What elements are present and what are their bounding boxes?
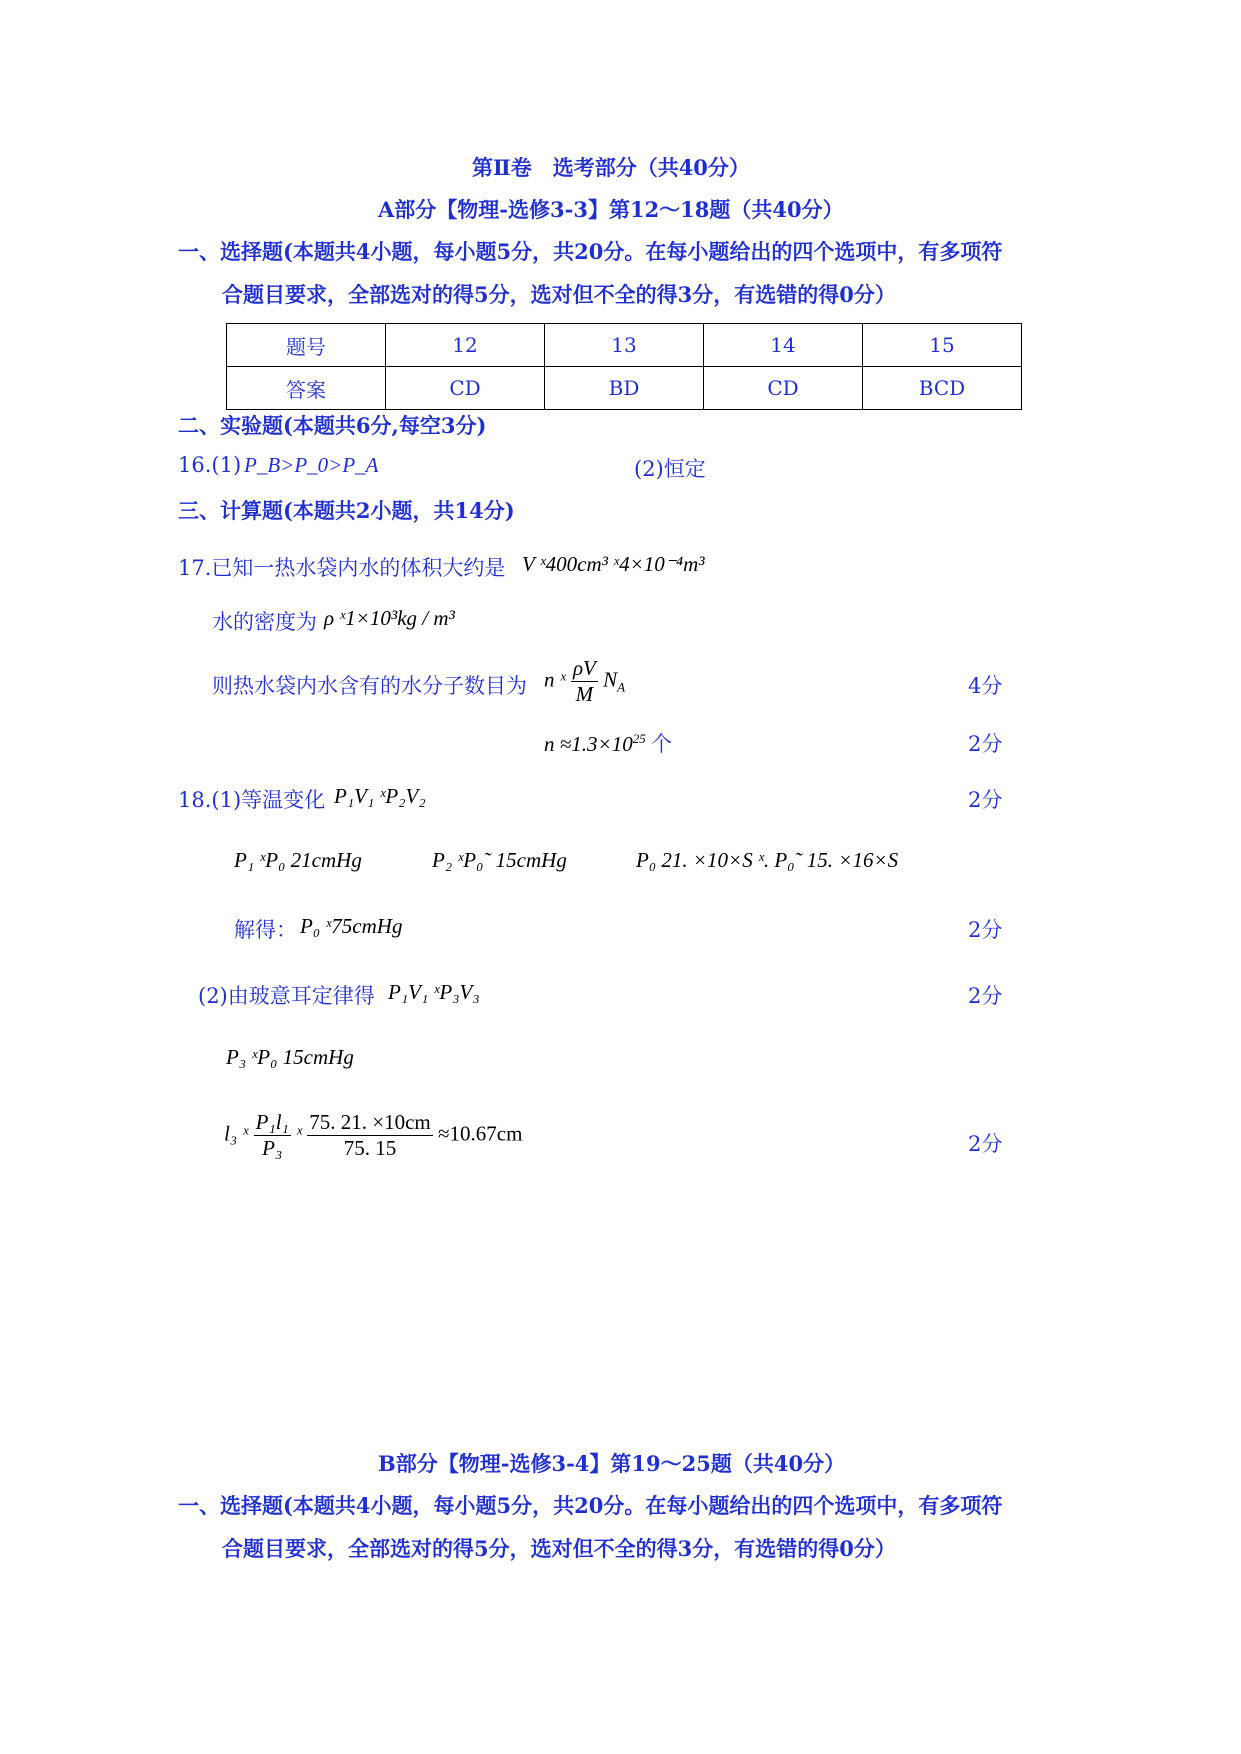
q17-n: n ˣ bbox=[544, 667, 566, 692]
q18-line3-score: 2分 bbox=[968, 918, 1003, 942]
q18-line1-score: 2分 bbox=[968, 788, 1003, 812]
q17-na-sub: A bbox=[617, 679, 626, 695]
part-a-title: A部分【物理-选修3-3】第12～18题（共40分） bbox=[378, 197, 844, 222]
q16-label: 16.(1) bbox=[178, 453, 242, 477]
q17-line3-text: 则热水袋内水含有的水分子数目为 bbox=[212, 674, 527, 698]
q17-line1-math: V ˣ400cm³ ˣ4×10⁻⁴m³ bbox=[522, 552, 705, 576]
q17-line3-score: 4分 bbox=[968, 674, 1003, 698]
table-header-cell: 题号 bbox=[227, 324, 386, 367]
q18-line1-math: P₁V₁ ˣP₂V₂ bbox=[334, 784, 426, 808]
q18-result: ≈10.67cm bbox=[438, 1121, 523, 1146]
table-cell: BD bbox=[545, 367, 704, 410]
q17-line2-text: 水的密度为 bbox=[212, 610, 317, 634]
q17-line3-formula bbox=[544, 656, 625, 707]
q17-line2-math: ρ ˣ1×10³kg / m³ bbox=[324, 606, 455, 630]
choice-heading-line2: 合题目要求，全部选对的得5分，选对但不全的得3分，有选错的得0分） bbox=[222, 282, 896, 307]
q18-line3-math: P₀ ˣ75cmHg bbox=[300, 914, 403, 938]
q18-line3-text: 解得： bbox=[234, 918, 297, 942]
table-cell: CD bbox=[386, 367, 545, 410]
q17-line4-score: 2分 bbox=[968, 732, 1003, 756]
table-row bbox=[227, 324, 1022, 367]
q18-line6-formula bbox=[224, 1110, 522, 1161]
q18-line2-c: P₀ 21. ×10×S ˣ. P₀˜ 15. ×16×S bbox=[636, 848, 899, 872]
q18-line4-math: P₁V₁ ˣP₃V₃ bbox=[388, 980, 480, 1004]
q18-line2-a: P₁ ˣP₀ 21cmHg bbox=[234, 848, 362, 872]
choice-b-line2: 合题目要求，全部选对的得5分，选对但不全的得3分，有选错的得0分） bbox=[222, 1536, 896, 1561]
table-header-cell: 答案 bbox=[227, 367, 386, 410]
q18-l3: l₃ ˣ bbox=[224, 1121, 249, 1146]
q18-line6-score: 2分 bbox=[968, 1132, 1003, 1156]
part-b-title: B部分【物理-选修3-4】第19～25题（共40分） bbox=[378, 1451, 846, 1476]
q18-line5-math: P₃ ˣP₀ 15cmHg bbox=[226, 1045, 354, 1069]
q17-line4-math bbox=[544, 728, 672, 758]
q18-fraction-2 bbox=[307, 1110, 433, 1161]
q18-frac2-den: 75. 15 bbox=[343, 1136, 397, 1160]
table-cell: 14 bbox=[704, 324, 863, 367]
q17-unit: 个 bbox=[650, 732, 672, 756]
q17-line1-text: 17.已知一热水袋内水的体积大约是 bbox=[178, 556, 506, 580]
q16-part2: (2)恒定 bbox=[634, 457, 706, 481]
table-cell: 12 bbox=[386, 324, 545, 367]
q18-line2-b: P₂ ˣP₀˜ 15cmHg bbox=[432, 848, 567, 872]
q17-fraction bbox=[571, 656, 598, 707]
q18-frac2-num: 75. 21. ×10cm bbox=[309, 1110, 431, 1134]
choice-heading-line1: 一、选择题(本题共4小题，每小题5分，共20分。在每小题给出的四个选项中，有多项符 bbox=[178, 239, 1003, 264]
answer-table bbox=[226, 323, 1022, 410]
q17-frac-den: M bbox=[575, 682, 594, 706]
q17-na: N bbox=[603, 667, 618, 692]
q18-line4-text: (2)由玻意耳定律得 bbox=[198, 984, 375, 1008]
q18-frac1-num: P₁l₁ bbox=[255, 1110, 289, 1134]
table-row bbox=[227, 367, 1022, 410]
table-cell: 13 bbox=[545, 324, 704, 367]
table-cell: BCD bbox=[863, 367, 1022, 410]
q18-eq: ˣ bbox=[296, 1121, 303, 1146]
table-cell: CD bbox=[704, 367, 863, 410]
q18-frac1-den: P₃ bbox=[262, 1136, 283, 1160]
q17-exp: 25 bbox=[632, 731, 646, 746]
section-title: 第Ⅱ卷 选考部分（共40分） bbox=[472, 155, 750, 180]
q17-n-approx: n ≈1.3×10 bbox=[544, 732, 633, 756]
q18-line1-text: 18.(1)等温变化 bbox=[178, 788, 326, 812]
q18-line4-score: 2分 bbox=[968, 984, 1003, 1008]
q17-frac-num: ρV bbox=[572, 656, 596, 680]
experiment-heading: 二、实验题(本题共6分,每空3分) bbox=[178, 413, 487, 438]
q18-fraction-1 bbox=[254, 1110, 291, 1161]
q16-formula: P_B>P_0>P_A bbox=[244, 453, 379, 477]
table-cell: 15 bbox=[863, 324, 1022, 367]
calc-heading: 三、计算题(本题共2小题，共14分) bbox=[178, 498, 515, 523]
choice-b-line1: 一、选择题(本题共4小题，每小题5分，共20分。在每小题给出的四个选项中，有多项符 bbox=[178, 1493, 1003, 1518]
